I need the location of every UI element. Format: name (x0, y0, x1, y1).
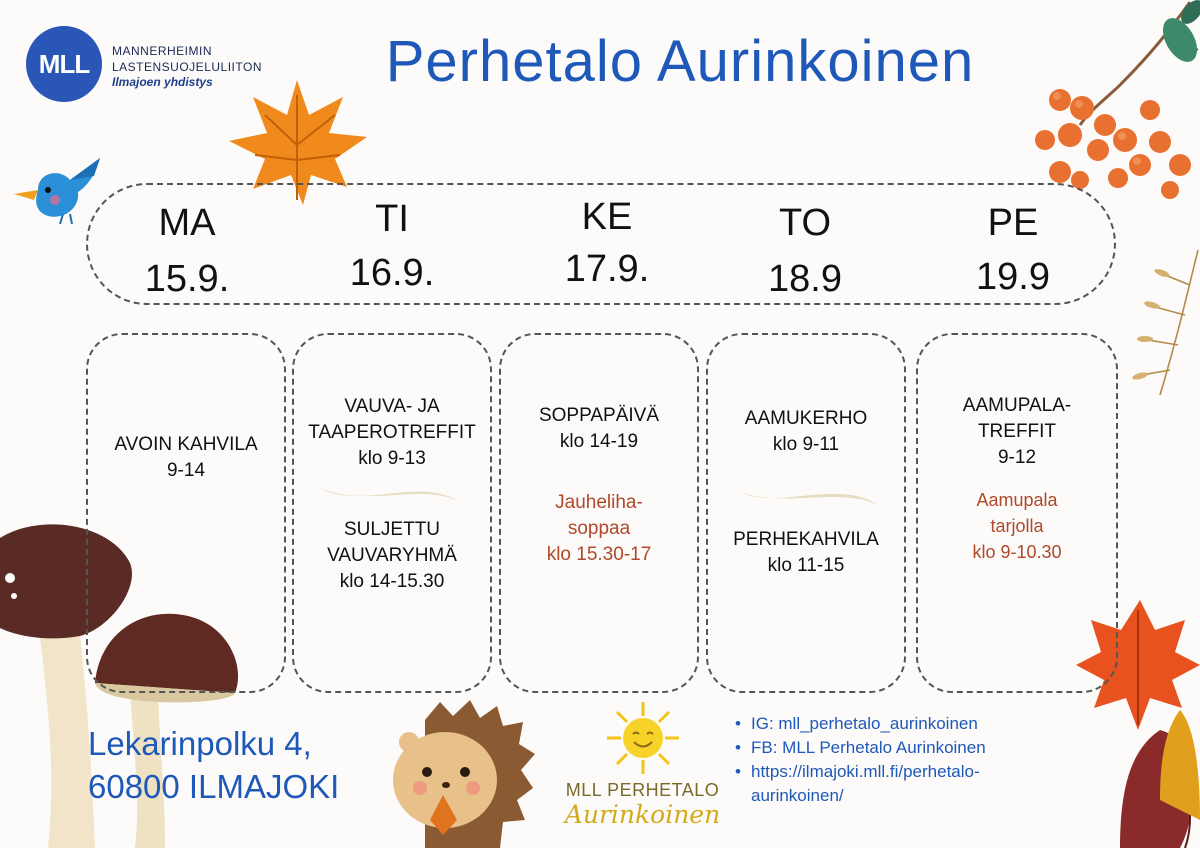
ma-event (86, 432, 286, 484)
day-date: 17.9. (564, 248, 650, 290)
ke-event-2 (499, 490, 699, 568)
hedgehog-icon (385, 700, 535, 848)
contact-list (735, 712, 986, 808)
event-title: SOPPAPÄIVÄ (538, 405, 660, 426)
day-header-to (715, 198, 895, 304)
event-title: soppaa (567, 518, 631, 539)
event-title: TAAPEROTREFFIT (308, 422, 476, 443)
day-name: TI (375, 198, 409, 240)
event-title: AAMUKERHO (744, 408, 868, 429)
day-box-to (706, 333, 906, 693)
logo-badge: MLL (26, 26, 102, 102)
brand-bottom-text: Aurinkoinen (564, 800, 721, 829)
address-city: 60800 ILMAJOKI (88, 768, 340, 805)
day-header-ke (517, 198, 697, 294)
branch-icon (1130, 245, 1200, 415)
day-header-ti (302, 198, 482, 298)
logo-line-3: Ilmajoen yhdistys (112, 75, 213, 89)
address-street: Lekarinpolku 4, (88, 725, 312, 762)
brand-top-text: MLL PERHETALO (565, 780, 720, 800)
event-title: AVOIN KAHVILA (114, 434, 258, 455)
to-event-2 (706, 527, 906, 579)
event-title: PERHEKAHVILA (733, 529, 879, 550)
event-time: 9-14 (166, 460, 206, 481)
address (88, 722, 339, 808)
event-time: klo 14-15.30 (339, 571, 445, 592)
day-name: PE (987, 202, 1039, 244)
day-box-ma (86, 333, 286, 693)
instagram-contact[interactable] (735, 712, 986, 736)
divider-swoosh (320, 477, 460, 511)
event-time: klo 15.30-17 (546, 544, 652, 565)
day-name: MA (158, 202, 216, 244)
day-header-pe (923, 198, 1103, 302)
facebook-contact[interactable] (735, 736, 986, 760)
day-date: 16.9. (349, 252, 435, 294)
perhetalo-brand (555, 700, 730, 830)
ti-event-2 (280, 517, 504, 595)
event-time: 9-12 (997, 447, 1037, 468)
day-date: 18.9 (768, 258, 842, 300)
facebook-text: FB: MLL Perhetalo Aurinkoinen (751, 738, 986, 757)
mll-logo (26, 26, 316, 104)
divider-swoosh (740, 479, 880, 513)
page-title: Perhetalo Aurinkoinen (385, 29, 975, 94)
website-text-line-2: aurinkoinen/ (751, 786, 844, 805)
day-date: 15.9. (144, 258, 230, 300)
event-time: klo 9-11 (772, 434, 840, 455)
pe-event-2 (916, 487, 1118, 565)
website-link[interactable] (735, 760, 986, 808)
pe-event-1 (916, 393, 1118, 471)
logo-line-2: LASTENSUOJELULIITON (112, 60, 262, 74)
day-name: KE (581, 196, 633, 238)
event-title: TREFFIT (977, 421, 1057, 442)
instagram-text: IG: mll_perhetalo_aurinkoinen (751, 714, 978, 733)
to-event-1 (706, 406, 906, 458)
event-title: VAUVA- JA (344, 396, 440, 417)
day-date: 19.9 (976, 256, 1050, 298)
ke-event-1 (499, 403, 699, 455)
day-box-ti (292, 333, 492, 693)
day-header-ma (97, 198, 277, 304)
event-time: klo 9-10.30 (972, 542, 1062, 562)
event-title: AAMUPALA- (962, 395, 1072, 416)
event-title: Aamupala (976, 490, 1058, 510)
event-time: klo 14-19 (559, 431, 639, 452)
event-title: Jauheliha- (555, 492, 643, 513)
website-text-line-1: https://ilmajoki.mll.fi/perhetalo- (751, 762, 980, 781)
ti-event-1 (280, 394, 504, 472)
event-title: SULJETTU (343, 519, 441, 540)
day-name: TO (778, 202, 832, 244)
event-title: VAUVARYHMÄ (327, 545, 457, 566)
event-title: tarjolla (990, 516, 1044, 536)
logo-line-1: MANNERHEIMIN (112, 44, 213, 58)
event-time: klo 11-15 (767, 555, 845, 576)
event-time: klo 9-13 (358, 448, 426, 469)
